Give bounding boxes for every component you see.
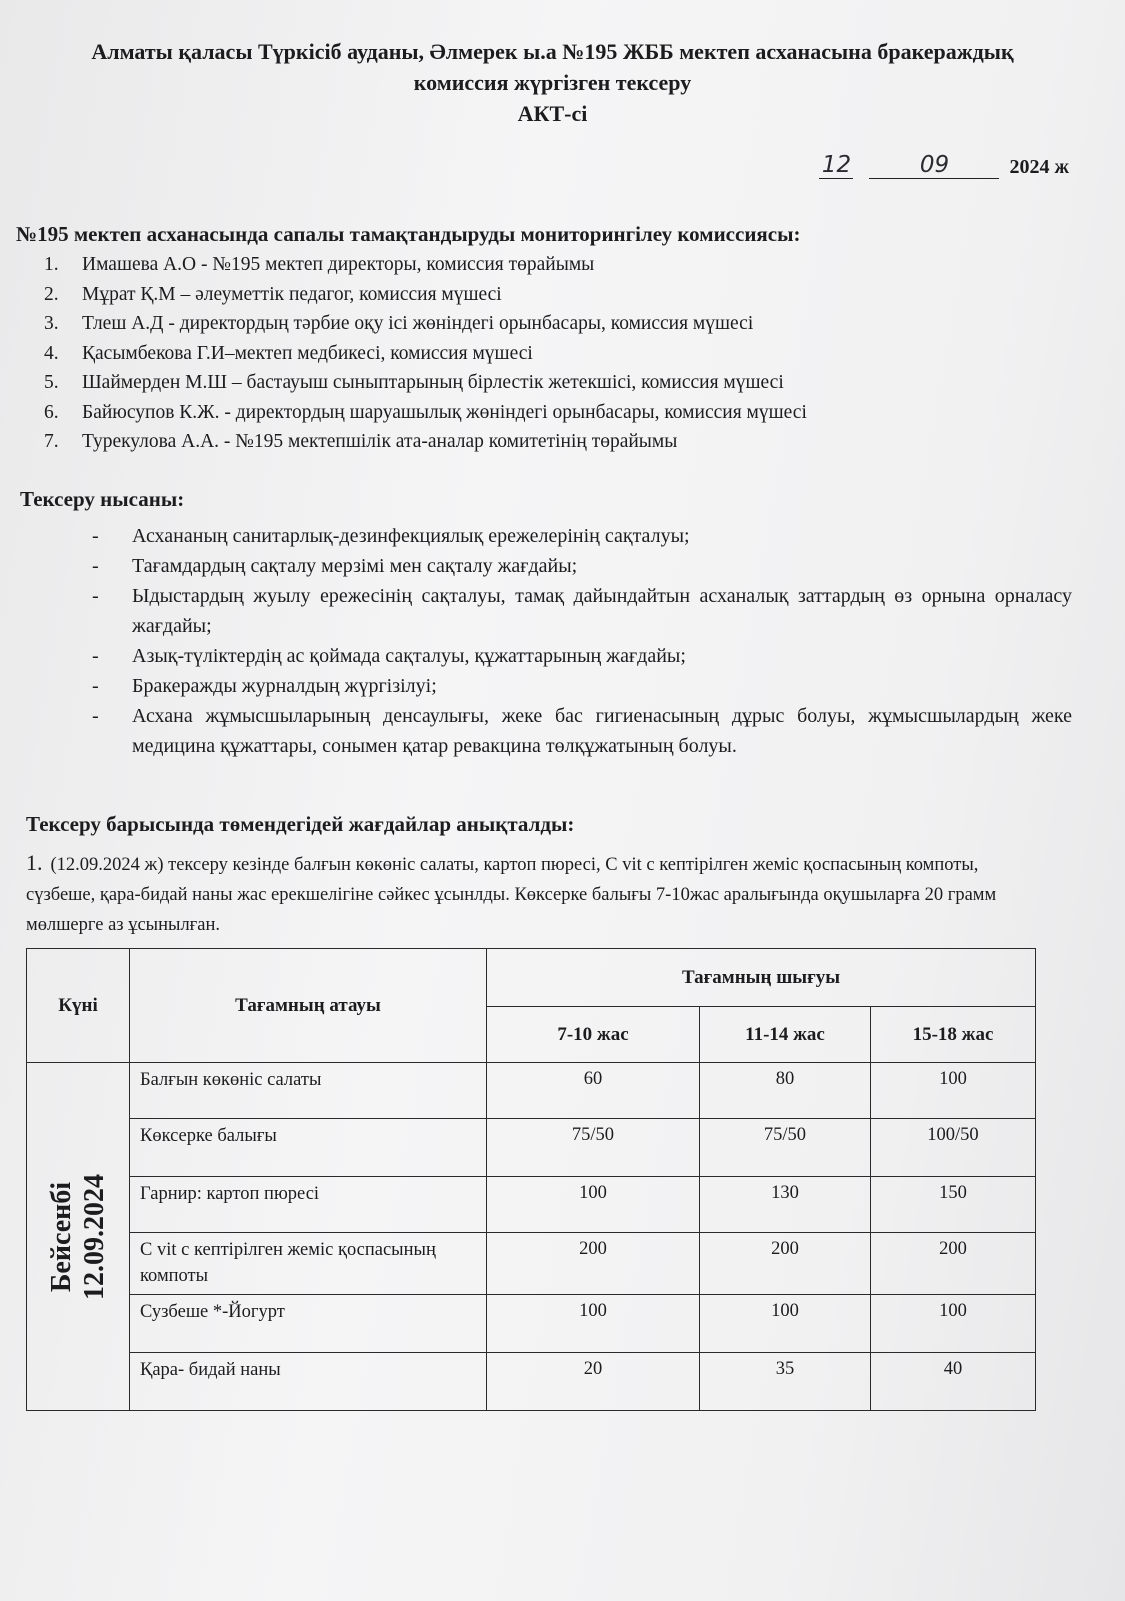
dish-name: Балғын көкөніс салаты	[130, 1063, 487, 1119]
col-header-age-7-10: 7-10 жас	[487, 1007, 700, 1063]
dish-name: Сузбеше *-Йогурт	[130, 1295, 487, 1353]
col-header-age-15-18: 15-18 жас	[871, 1007, 1036, 1063]
table-row	[27, 1177, 1036, 1233]
day-name: Бейсенбі	[46, 1181, 77, 1292]
yield-value: 100	[871, 1063, 1036, 1119]
list-item: - Тағамдардың сақталу мерзімі мен сақталу жағдайы;	[92, 555, 578, 577]
list-item: - Асхана жұмысшыларының денсаулығы, жеке бас гигиенасының дұрыс болуы, жұмысшылардың жеке медицина құжаттары, сонымен қатар ревакцина төлқұжатының болуы.	[92, 705, 1072, 757]
table-row	[27, 1119, 1036, 1177]
col-header-age-11-14: 11-14 жас	[700, 1007, 871, 1063]
table-row	[27, 1063, 1036, 1119]
day-cell	[27, 1063, 130, 1411]
yield-value: 60	[487, 1063, 700, 1119]
yield-value: 200	[487, 1233, 700, 1295]
yield-value: 100/50	[871, 1119, 1036, 1177]
yield-value: 75/50	[487, 1119, 700, 1177]
document-title	[0, 36, 1105, 129]
yield-value: 200	[871, 1233, 1036, 1295]
table-row	[27, 1233, 1036, 1295]
title-line-2: комиссия жүргізген тексеру	[413, 70, 692, 95]
table-row	[27, 1295, 1036, 1353]
list-item: 6. Байюсупов К.Ж. - директордың шаруашылық жөніндегі орынбасары, комиссия мүшесі	[44, 401, 807, 423]
col-header-yield: Тағамның шығуы	[487, 949, 1036, 1007]
list-item: 2. Мұрат Қ.М – әлеуметтік педагог, комиссия мүшесі	[44, 283, 502, 305]
yield-value: 100	[700, 1295, 871, 1353]
dish-name: Қара- бидай наны	[130, 1353, 487, 1411]
list-item: - Азық-түліктердің ас қоймада сақталуы, құжаттарының жағдайы;	[92, 645, 686, 667]
document-date	[819, 152, 1069, 179]
yield-value: 75/50	[700, 1119, 871, 1177]
col-header-dish: Тағамның атауы	[130, 949, 487, 1063]
date-year: 2024 ж	[1009, 156, 1069, 178]
dish-name: Гарнир: картоп пюресі	[130, 1177, 487, 1233]
list-item: - Асхананың санитарлық-дезинфекциялық ережелерінің сақталуы;	[92, 525, 690, 547]
inspection-heading: Тексеру нысаны:	[20, 487, 185, 511]
date-month: 09	[869, 152, 999, 179]
dish-name: С vit с кептірілген жеміс қоспасының компоты	[130, 1233, 487, 1295]
finding-item: 1. (12.09.2024 ж) тексеру кезінде балғын көкөніс салаты, картоп пюресі, С vit с кептірілген жеміс қоспасының компоты, сүзбеше, қара-бидай наны жас ерекшелігіне сәйкес ұсынлды. Көксерке балығы 7-10жас аралығында оқушыларға 20 грамм мөлшерге аз ұсынылған.	[26, 850, 997, 935]
yield-value: 35	[700, 1353, 871, 1411]
findings-heading: Тексеру барысында төмендегідей жағдайлар анықталды:	[26, 812, 575, 836]
commission-member-list	[44, 250, 1064, 457]
list-item: 1. Имашева А.О - №195 мектеп директоры, комиссия төрайымы	[44, 254, 595, 275]
dish-name: Көксерке балығы	[130, 1119, 487, 1177]
title-line-3: АКТ-сі	[517, 101, 588, 126]
yield-value: 100	[487, 1177, 700, 1233]
col-header-day: Күні	[27, 949, 130, 1063]
list-item: 4. Қасымбекова Г.И–мектеп медбикесі, комиссия мүшесі	[44, 342, 533, 364]
yield-value: 130	[700, 1177, 871, 1233]
yield-value: 100	[871, 1295, 1036, 1353]
list-item: - Ыдыстардың жуылу ережесінің сақталуы, тамақ дайындайтын асханалық заттардың өз орнына орналасу жағдайы;	[92, 585, 1072, 637]
menu-yield-table	[26, 948, 1036, 1411]
commission-heading: №195 мектеп асханасында сапалы тамақтандыруды мониторингілеу комиссиясы:	[16, 222, 801, 246]
list-item: 3. Тлеш А.Д - директордың тәрбие оқу ісі жөніндегі орынбасары, комиссия мүшесі	[44, 313, 754, 334]
table-row	[27, 1353, 1036, 1411]
day-date: 12.09.2024	[79, 1173, 110, 1300]
list-item: 5. Шаймерден М.Ш – бастауыш сыныптарының бірлестік жетекшісі, комиссия мүшесі	[44, 372, 784, 393]
yield-value: 200	[700, 1233, 871, 1295]
yield-value: 40	[871, 1353, 1036, 1411]
yield-value: 80	[700, 1063, 871, 1119]
yield-value: 150	[871, 1177, 1036, 1233]
inspection-list	[92, 521, 1072, 761]
list-item: - Бракеражды журналдың жүргізілуі;	[92, 675, 437, 697]
title-line-1: Алматы қаласы Түркісіб ауданы, Әлмерек ы.а №195 ЖББ мектеп асханасына бракераждық	[91, 39, 1014, 64]
date-day: 12	[819, 152, 853, 179]
list-item: 7. Турекулова А.А. - №195 мектепшілік ата-аналар комитетінің төрайымы	[44, 431, 678, 452]
yield-value: 100	[487, 1295, 700, 1353]
yield-value: 20	[487, 1353, 700, 1411]
